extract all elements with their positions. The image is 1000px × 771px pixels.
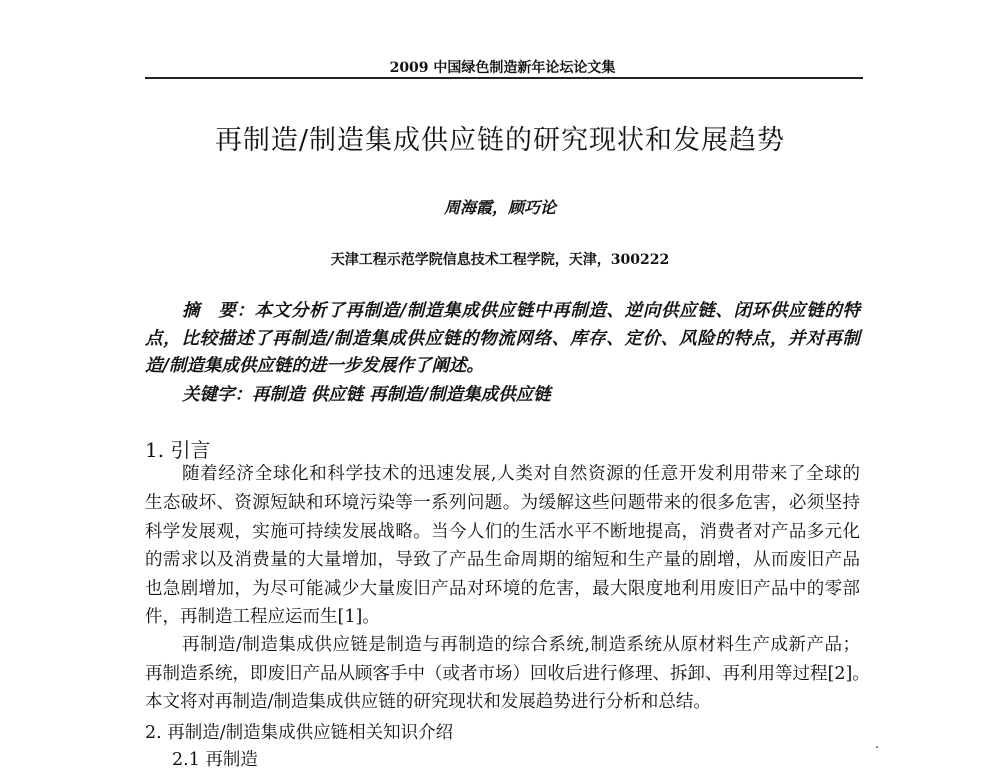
paper-title: 再制造/制造集成供应链的研究现状和发展趋势 [214, 125, 786, 156]
authors: 周海霞，顾巧论 [443, 198, 556, 217]
header-rule [145, 77, 863, 79]
body-line: 再制造系统，即废旧产品从顾客手中（或者市场）回收后进行修理、拆卸、再利用等过程[2]。 [145, 664, 870, 684]
body-line: 的需求以及消费量的大量增加，导致了产品生命周期的缩短和生产量的剧增，从而废旧产品 [145, 550, 860, 570]
section-heading: 1. 引言 [145, 438, 211, 462]
keywords: 关键字：再制造 供应链 再制造/制造集成供应链 [182, 385, 551, 405]
affiliation: 天津工程示范学院信息技术工程学院，天津，300222 [330, 252, 670, 268]
section-heading: 2. 再制造/制造集成供应链相关知识介绍 [145, 723, 454, 743]
body-line: 生态破坏、资源短缺和环境污染等一系列问题。为缓解这些问题带来的很多危害，必须坚持 [145, 493, 860, 513]
body-line: 随着经济全球化和科学技术的迅速发展,人类对自然资源的任意开发利用带来了全球的 [182, 464, 860, 484]
running-header: 2009 中国绿色制造新年论坛论文集 [389, 60, 616, 76]
body-line: 件，再制造工程应运而生[1]。 [145, 607, 380, 627]
subsection-heading: 2.1 再制造 [172, 750, 258, 770]
abstract-line: 摘 要：本文分析了再制造/制造集成供应链中再制造、逆向供应链、闭环供应链的特 [182, 301, 860, 321]
abstract-line: 点，比较描述了再制造/制造集成供应链的物流网络、库存、定价、风险的特点，并对再制 [145, 329, 860, 349]
abstract-line: 造/制造集成供应链的进一步发展作了阐述。 [145, 356, 484, 376]
body-line: 科学发展观，实施可持续发展战略。当今人们的生活水平不断地提高，消费者对产品多元化 [145, 522, 860, 542]
scan-speck [876, 746, 878, 748]
body-line: 再制造/制造集成供应链是制造与再制造的综合系统,制造系统从原材料生产成新产品； [182, 635, 860, 655]
body-line: 本文将对再制造/制造集成供应链的研究现状和发展趋势进行分析和总结。 [145, 692, 711, 712]
body-line: 也急剧增加，为尽可能减少大量废旧产品对环境的危害，最大限度地利用废旧产品中的零部 [145, 579, 860, 599]
